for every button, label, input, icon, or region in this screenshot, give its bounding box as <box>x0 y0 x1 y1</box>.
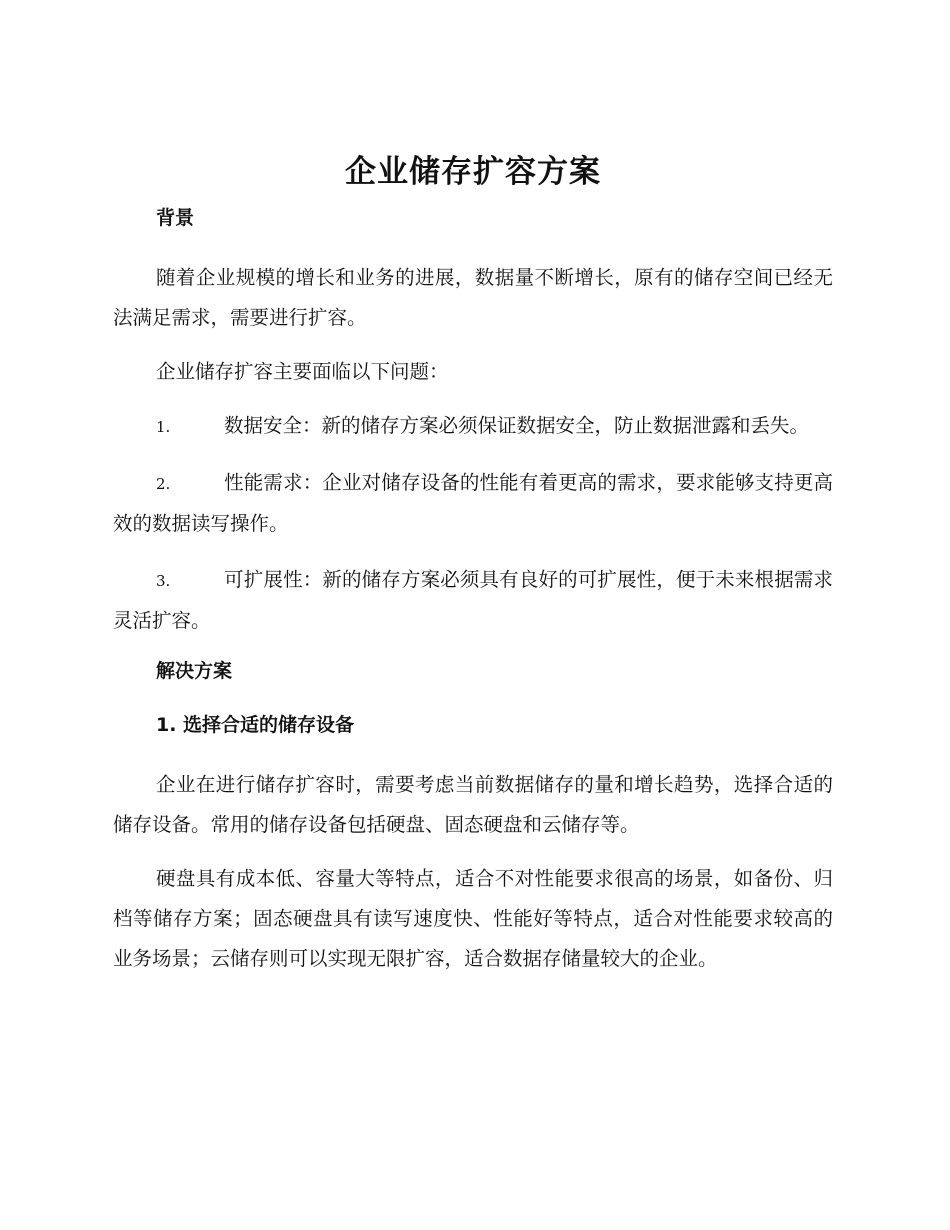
issue-number: 2. <box>156 475 171 493</box>
background-paragraph-1: 随着企业规模的增长和业务的进展，数据量不断增长，原有的储存空间已经无法满足需求，需要进行扩容。 <box>113 266 833 329</box>
issue-text: 性能需求：企业对储存设备的性能有着更高的需求，要求能够支持更高效的数据读写操作。 <box>113 471 833 535</box>
issue-text: 数据安全：新的储存方案必须保证数据安全，防止数据泄露和丢失。 <box>224 414 810 437</box>
solution-paragraph-2: 硬盘具有成本低、容量大等特点，适合不对性能要求很高的场景，如备份、归档等储存方案；固态硬盘具有读写速度快、性能好等特点，适合对性能要求较高的业务场景；云储存则可以实现无限扩容，适合数据存储量较大的企业。 <box>113 867 833 970</box>
issue-number: 3. <box>156 572 171 590</box>
solution-paragraph-1: 企业在进行储存扩容时，需要考虑当前数据储存的量和增长趋势，选择合适的储存设备。常用的储存设备包括硬盘、固态硬盘和云储存等。 <box>113 773 833 836</box>
issue-list <box>113 406 833 641</box>
background-heading: 背景 <box>156 207 195 229</box>
issue-number: 1. <box>156 418 171 436</box>
issue-text: 可扩展性：新的储存方案必须具有良好的可扩展性，便于未来根据需求灵活扩容。 <box>113 568 833 632</box>
background-paragraph-2: 企业储存扩容主要面临以下问题： <box>156 360 449 383</box>
issue-item-2 <box>113 463 833 544</box>
solution-heading: 解决方案 <box>156 660 233 682</box>
issue-item-3 <box>113 560 833 641</box>
document-title: 企业储存扩容方案 <box>345 154 601 190</box>
issue-item-1 <box>113 406 833 447</box>
solution-subheading-1: 1. 选择合适的储存设备 <box>156 714 355 736</box>
document-body <box>113 150 833 993</box>
